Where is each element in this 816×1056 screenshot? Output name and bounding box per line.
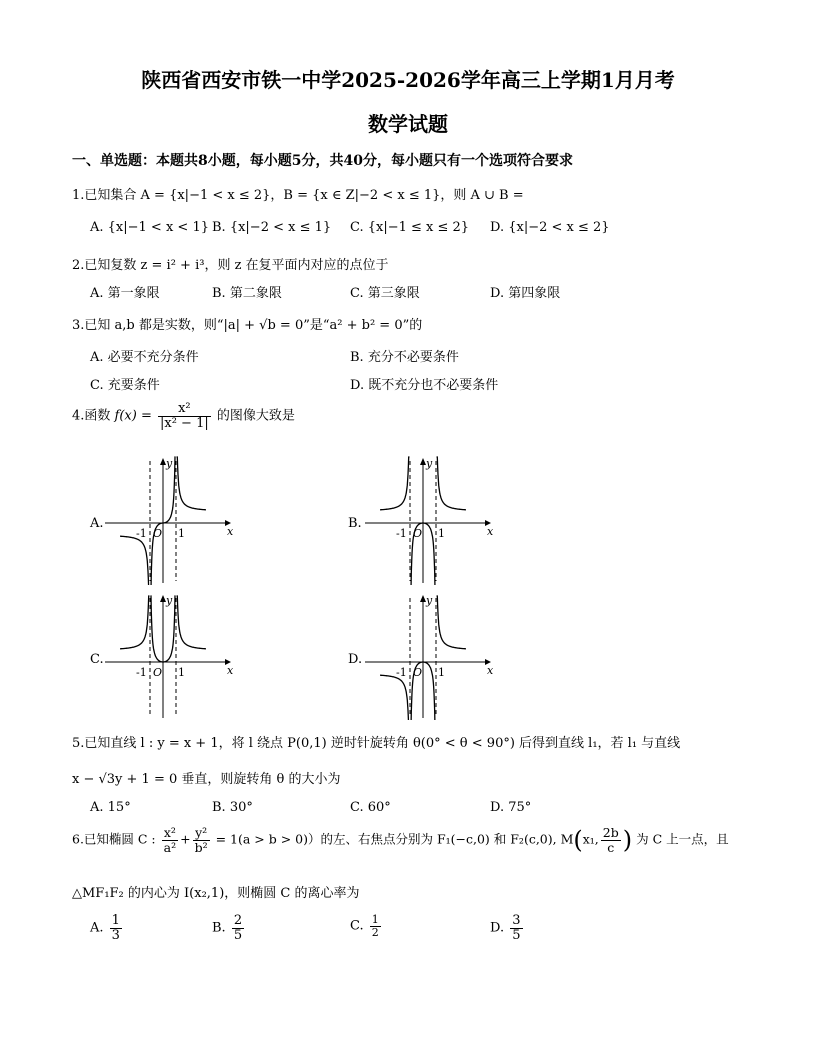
q6-frac-y-num: y² xyxy=(193,826,210,840)
graph-a-tick-pos1: 1 xyxy=(178,527,185,540)
q6-mid: = 1(a > b > 0)）的左、右焦点分别为 F₁(−c,0) 和 F₂(c,0), M xyxy=(215,831,574,847)
q6-end: 为 C 上一点，且 xyxy=(636,831,729,847)
q6-plus: + xyxy=(180,831,191,847)
q6-option-c-letter: C. xyxy=(350,918,364,934)
q6-option-d-den: 5 xyxy=(512,927,521,943)
graph-b-tick-neg1: -1 xyxy=(396,527,407,540)
graph-d-curve-0 xyxy=(380,675,409,720)
q2-option-c[interactable]: C. 第三象限 xyxy=(350,286,420,301)
graph-c-tick-neg1: -1 xyxy=(136,666,147,679)
q5-option-c[interactable]: C. 60° xyxy=(350,800,391,815)
question-5-line1: 5.已知直线 l : y = x + 1，将 l 绕点 P(0,1) 逆时针旋转角 θ(0° < θ < 90°) 后得到直线 l₁，若 l₁ 与直线 xyxy=(72,736,681,751)
q6-option-a-letter: A. xyxy=(90,920,104,936)
q6-prefix: 6.已知椭圆 C : xyxy=(72,831,156,847)
q6-option-d-num: 3 xyxy=(512,913,521,928)
graph-d-tick-neg1: -1 xyxy=(396,666,407,679)
q2-option-a[interactable]: A. 第一象限 xyxy=(90,286,160,301)
question-6-line2: △MF₁F₂ 的内心为 I(x₂,1)，则椭圆 C 的离心率为 xyxy=(72,886,360,901)
graph-d xyxy=(365,592,495,720)
q1-option-d[interactable]: D. {x|−2 < x ≤ 2} xyxy=(490,220,610,235)
question-5-line2: x − √3y + 1 = 0 垂直，则旋转角 θ 的大小为 xyxy=(72,772,341,787)
q4-option-a[interactable]: A. xyxy=(90,516,104,531)
q1-option-b[interactable]: B. {x|−2 < x ≤ 1} xyxy=(212,220,332,235)
graph-b-curve-0 xyxy=(380,457,409,510)
question-4 xyxy=(72,402,295,430)
graph-b-tick-pos1: 1 xyxy=(438,527,445,540)
graph-c-x-label: x xyxy=(227,664,234,677)
q4-option-c[interactable]: C. xyxy=(90,652,104,667)
q6-option-a-num: 1 xyxy=(111,913,120,928)
q1-option-c[interactable]: C. {x|−1 ≤ x ≤ 2} xyxy=(350,220,470,235)
q5-option-b[interactable]: B. 30° xyxy=(212,800,253,815)
q3-option-d[interactable]: D. 既不充分也不必要条件 xyxy=(350,378,499,393)
q6-option-d[interactable] xyxy=(490,914,525,942)
graph-b xyxy=(365,455,495,585)
graph-c-curve-0 xyxy=(120,596,149,649)
graph-b-y-label: y xyxy=(426,457,433,470)
graph-c-tick-pos1: 1 xyxy=(178,666,185,679)
q4-prefix: 4.函数 xyxy=(72,408,111,424)
paper-title: 陕西省西安市铁一中学2025-2026学年高三上学期1月月考 xyxy=(141,68,675,92)
q6-frac-2b-den: c xyxy=(607,839,615,855)
q6-frac-x xyxy=(162,826,178,853)
graph-c-origin-label: O xyxy=(153,666,163,679)
graph-d-curve-2 xyxy=(437,596,466,649)
graph-b-x-label: x xyxy=(487,525,494,538)
q6-frac-2b xyxy=(601,826,621,853)
q6-option-b-den: 5 xyxy=(233,927,243,943)
q6-frac-y-den: b² xyxy=(194,839,208,855)
graph-c-y-label: y xyxy=(166,594,173,607)
graph-a-tick-neg1: -1 xyxy=(136,527,147,540)
q6-frac-x-den: a² xyxy=(163,839,177,855)
graph-a-x-label: x xyxy=(227,525,234,538)
q6-option-d-letter: D. xyxy=(490,920,505,936)
q6-option-c[interactable] xyxy=(350,914,383,938)
graph-d-x-label: x xyxy=(487,664,494,677)
q6-option-c-num: 1 xyxy=(371,913,379,926)
q6-option-b-num: 2 xyxy=(233,913,243,928)
q4-suffix: 的图像大致是 xyxy=(216,408,295,424)
question-3: 3.已知 a,b 都是实数，则“|a| + √b = 0”是“a² + b² = 0”的 xyxy=(72,318,423,333)
graph-a xyxy=(105,455,235,585)
graph-d-origin-label: O xyxy=(413,666,423,679)
q4-numerator: x² xyxy=(158,402,211,417)
graph-a-curve-0 xyxy=(120,536,149,585)
q4-fraction xyxy=(158,402,211,430)
graph-d-y-label: y xyxy=(426,594,433,607)
q6-option-c-den: 2 xyxy=(371,925,379,939)
q3-option-b[interactable]: B. 充分不必要条件 xyxy=(350,350,459,365)
graph-a-curve-2 xyxy=(177,457,206,510)
q2-option-b[interactable]: B. 第二象限 xyxy=(212,286,282,301)
q3-option-a[interactable]: A. 必要不充分条件 xyxy=(90,350,199,365)
graph-a-y-label: y xyxy=(166,457,173,470)
graph-c xyxy=(105,592,235,720)
question-6-line1: 6.已知椭圆 C : $\frac{\text{x²}}{\text{a²}}$ + $\frac{\text{y²}}{\text{b²}}$ = 1(a > b > 0)）的左、右焦点分别为 F₁(−c,0) 和 F₂(c,0), M(x₁, $\frac{2b}{c}$ ) 为 C 上一点，且 xyxy=(72,825,729,855)
q5-option-a[interactable]: A. 15° xyxy=(90,800,131,815)
q1-option-a[interactable]: A. {x|−1 < x < 1} xyxy=(90,220,209,235)
q6-frac-y xyxy=(193,826,210,853)
section-heading: 一、单选题：本题共8小题，每小题5分，共40分，每小题只有一个选项符合要求 xyxy=(72,153,573,169)
q6-frac-x-num: x² xyxy=(162,826,178,840)
q6-option-b[interactable] xyxy=(212,914,246,942)
q6-option-b-letter: B. xyxy=(212,920,226,936)
q4-option-d[interactable]: D. xyxy=(348,652,363,667)
q6-mx: x₁, xyxy=(582,831,599,847)
q6-option-a[interactable] xyxy=(90,914,124,942)
q6-option-a-den: 3 xyxy=(111,927,120,943)
graph-a-origin-label: O xyxy=(153,527,163,540)
q4-option-b[interactable]: B. xyxy=(348,516,362,531)
graph-b-origin-label: O xyxy=(413,527,423,540)
q3-option-c[interactable]: C. 充要条件 xyxy=(90,378,160,393)
q2-option-d[interactable]: D. 第四象限 xyxy=(490,286,561,301)
paper-subtitle: 数学试题 xyxy=(368,112,448,136)
graph-d-tick-pos1: 1 xyxy=(438,666,445,679)
graph-b-curve-2 xyxy=(437,457,466,510)
q5-option-d[interactable]: D. 75° xyxy=(490,800,532,815)
graph-c-curve-2 xyxy=(177,596,206,649)
question-2: 2.已知复数 z = i² + i³，则 z 在复平面内对应的点位于 xyxy=(72,258,389,273)
question-1: 1.已知集合 A = {x|−1 < x ≤ 2}，B = {x ∈ Z|−2 < x ≤ 1}，则 A ∪ B = xyxy=(72,188,524,203)
q4-fx: f(x) = xyxy=(114,408,152,424)
q6-frac-2b-num: 2b xyxy=(602,825,619,841)
q4-denominator: |x² − 1| xyxy=(160,415,209,431)
